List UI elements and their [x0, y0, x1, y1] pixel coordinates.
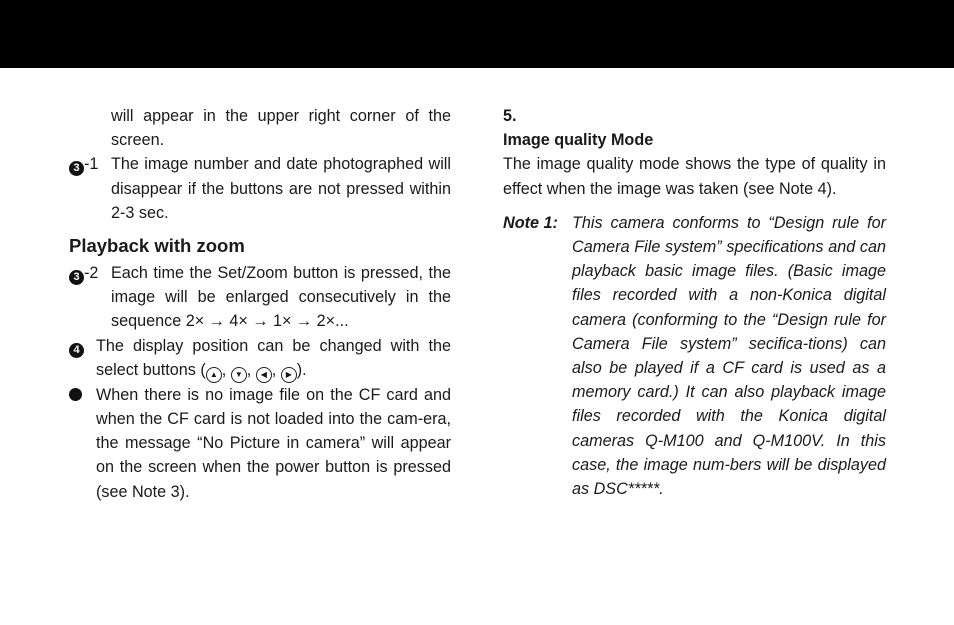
- step-3-2: [69, 261, 451, 334]
- circle-number-icon: 3: [69, 270, 84, 285]
- section-title: Image quality Mode: [503, 131, 654, 150]
- bullet-text: When there is no image file on the CF card and when the CF card is not loaded into the cam-era, the message “No Picture in camera” will appear on the screen when the power button is pressed (see Note 3).: [96, 385, 451, 501]
- step-3-1-text: The image number and date photographed will disappear if the buttons are not pressed within 2-3 sec.: [111, 155, 451, 222]
- up-button-icon: ▲: [206, 367, 222, 383]
- note-1-text: This camera conforms to “Design rule for Camera File system” specifications and can playback basic image files. (Basic image files recorded with a non-Konica digital camera (conforming to the “Design rule for Camera File system” secifica-tions) can also be played if a CF card is used as a memory card.) It can also playback image files recorded with the Konica digital cameras Q-M100 and Q-M100V. In this case, the image num-bers will be displayed as DSC*****.: [572, 213, 886, 499]
- left-column: [69, 104, 451, 504]
- down-button-icon: ▼: [231, 367, 247, 383]
- section-heading-playback-zoom: Playback with zoom: [69, 235, 245, 257]
- step-3-1-marker: 3 -1: [69, 152, 98, 176]
- step-4-text: The display position can be changed with the select buttons (: [96, 336, 451, 379]
- step-4: 4 The display position can be changed with the select buttons ( ▲ , ▼ , ◀ , ▶ ).: [69, 334, 451, 383]
- step-4-marker: [69, 334, 84, 358]
- note-1-label: Note 1:: [503, 213, 558, 232]
- section-text: The image quality mode shows the type of quality in effect when the image was taken (see Note 4).: [503, 155, 886, 198]
- continued-paragraph: will appear in the upper right corner of the screen.: [111, 107, 451, 150]
- note-1: [503, 211, 886, 501]
- step-3-2-text: Each time the Set/Zoom button is pressed, the image will be enlarged consecutively in the sequence 2× → 4× → 1× → 2×...: [111, 264, 451, 331]
- step-3-2-marker: 3 -2: [69, 261, 98, 285]
- step-3-1: [69, 152, 451, 225]
- circle-number-icon: 3: [69, 161, 84, 176]
- section-number: 5.: [503, 107, 517, 125]
- circle-number-icon: 4: [69, 343, 84, 358]
- top-header-bar: [0, 0, 954, 68]
- bullet-no-image: [69, 383, 451, 504]
- bullet-dot-icon: [69, 388, 82, 401]
- right-column: [503, 104, 886, 501]
- left-button-icon: ◀: [256, 367, 272, 383]
- right-button-icon: ▶: [281, 367, 297, 383]
